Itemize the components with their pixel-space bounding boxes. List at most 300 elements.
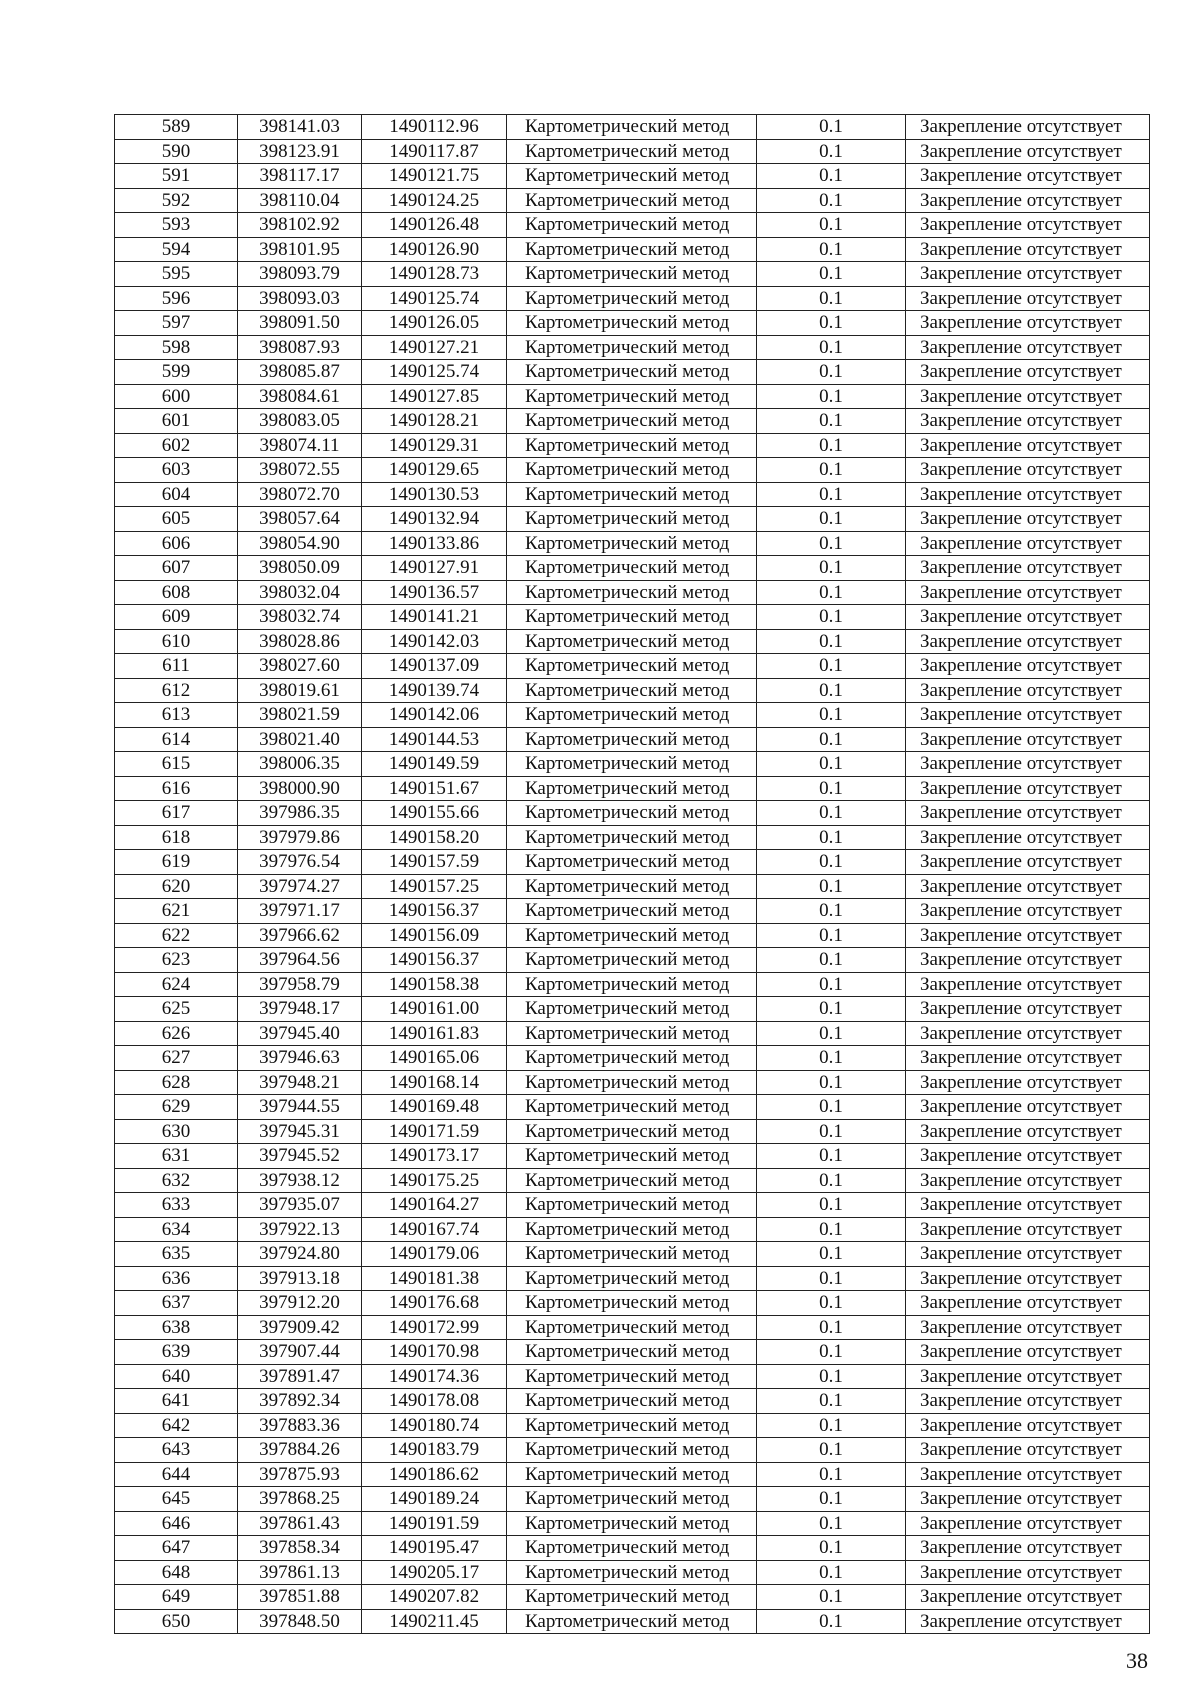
method-cell: Картометрический метод — [507, 1144, 757, 1169]
accuracy-cell: 0.1 — [757, 629, 906, 654]
x-coordinate-cell: 398087.93 — [238, 335, 362, 360]
fixing-cell: Закрепление отсутствует — [906, 678, 1150, 703]
accuracy-cell: 0.1 — [757, 825, 906, 850]
point-number-cell: 609 — [115, 605, 238, 630]
method-cell: Картометрический метод — [507, 1413, 757, 1438]
point-number-cell: 602 — [115, 433, 238, 458]
point-number-cell: 610 — [115, 629, 238, 654]
fixing-cell: Закрепление отсутствует — [906, 1095, 1150, 1120]
method-cell: Картометрический метод — [507, 605, 757, 630]
x-coordinate-cell: 397907.44 — [238, 1340, 362, 1365]
table-row — [115, 311, 1150, 336]
x-coordinate-cell: 397861.13 — [238, 1560, 362, 1585]
x-coordinate-cell: 398019.61 — [238, 678, 362, 703]
fixing-cell: Закрепление отсутствует — [906, 458, 1150, 483]
method-cell: Картометрический метод — [507, 531, 757, 556]
y-coordinate-cell: 1490112.96 — [362, 115, 507, 140]
fixing-cell: Закрепление отсутствует — [906, 776, 1150, 801]
y-coordinate-cell: 1490126.05 — [362, 311, 507, 336]
accuracy-cell: 0.1 — [757, 1070, 906, 1095]
coordinates-table — [114, 114, 1150, 1634]
method-cell: Картометрический метод — [507, 1462, 757, 1487]
accuracy-cell: 0.1 — [757, 948, 906, 973]
y-coordinate-cell: 1490156.37 — [362, 948, 507, 973]
point-number-cell: 593 — [115, 213, 238, 238]
table-row — [115, 1340, 1150, 1365]
method-cell: Картометрический метод — [507, 997, 757, 1022]
x-coordinate-cell: 397945.40 — [238, 1021, 362, 1046]
y-coordinate-cell: 1490129.65 — [362, 458, 507, 483]
accuracy-cell: 0.1 — [757, 1242, 906, 1267]
accuracy-cell: 0.1 — [757, 1511, 906, 1536]
table-row — [115, 139, 1150, 164]
fixing-cell: Закрепление отсутствует — [906, 1340, 1150, 1365]
y-coordinate-cell: 1490125.74 — [362, 286, 507, 311]
point-number-cell: 591 — [115, 164, 238, 189]
accuracy-cell: 0.1 — [757, 801, 906, 826]
method-cell: Картометрический метод — [507, 948, 757, 973]
x-coordinate-cell: 398117.17 — [238, 164, 362, 189]
point-number-cell: 634 — [115, 1217, 238, 1242]
y-coordinate-cell: 1490168.14 — [362, 1070, 507, 1095]
point-number-cell: 607 — [115, 556, 238, 581]
point-number-cell: 649 — [115, 1585, 238, 1610]
table-row — [115, 1315, 1150, 1340]
x-coordinate-cell: 397891.47 — [238, 1364, 362, 1389]
x-coordinate-cell: 397945.52 — [238, 1144, 362, 1169]
table-row — [115, 1046, 1150, 1071]
y-coordinate-cell: 1490133.86 — [362, 531, 507, 556]
method-cell: Картометрический метод — [507, 1193, 757, 1218]
accuracy-cell: 0.1 — [757, 507, 906, 532]
accuracy-cell: 0.1 — [757, 997, 906, 1022]
point-number-cell: 605 — [115, 507, 238, 532]
fixing-cell: Закрепление отсутствует — [906, 923, 1150, 948]
point-number-cell: 596 — [115, 286, 238, 311]
table-row — [115, 923, 1150, 948]
y-coordinate-cell: 1490149.59 — [362, 752, 507, 777]
accuracy-cell: 0.1 — [757, 678, 906, 703]
point-number-cell: 648 — [115, 1560, 238, 1585]
point-number-cell: 590 — [115, 139, 238, 164]
x-coordinate-cell: 397861.43 — [238, 1511, 362, 1536]
method-cell: Картометрический метод — [507, 580, 757, 605]
x-coordinate-cell: 397976.54 — [238, 850, 362, 875]
point-number-cell: 615 — [115, 752, 238, 777]
fixing-cell: Закрепление отсутствует — [906, 1560, 1150, 1585]
accuracy-cell: 0.1 — [757, 409, 906, 434]
point-number-cell: 628 — [115, 1070, 238, 1095]
accuracy-cell: 0.1 — [757, 1119, 906, 1144]
x-coordinate-cell: 397909.42 — [238, 1315, 362, 1340]
y-coordinate-cell: 1490179.06 — [362, 1242, 507, 1267]
method-cell: Картометрический метод — [507, 1609, 757, 1634]
x-coordinate-cell: 398093.79 — [238, 262, 362, 287]
fixing-cell: Закрепление отсутствует — [906, 1413, 1150, 1438]
x-coordinate-cell: 397944.55 — [238, 1095, 362, 1120]
point-number-cell: 600 — [115, 384, 238, 409]
y-coordinate-cell: 1490167.74 — [362, 1217, 507, 1242]
method-cell: Картометрический метод — [507, 1560, 757, 1585]
accuracy-cell: 0.1 — [757, 1438, 906, 1463]
y-coordinate-cell: 1490130.53 — [362, 482, 507, 507]
accuracy-cell: 0.1 — [757, 1413, 906, 1438]
table-row — [115, 1168, 1150, 1193]
y-coordinate-cell: 1490128.73 — [362, 262, 507, 287]
y-coordinate-cell: 1490127.85 — [362, 384, 507, 409]
accuracy-cell: 0.1 — [757, 458, 906, 483]
y-coordinate-cell: 1490161.00 — [362, 997, 507, 1022]
table-row — [115, 948, 1150, 973]
table-row — [115, 825, 1150, 850]
y-coordinate-cell: 1490156.37 — [362, 899, 507, 924]
method-cell: Картометрический метод — [507, 654, 757, 679]
fixing-cell: Закрепление отсутствует — [906, 727, 1150, 752]
method-cell: Картометрический метод — [507, 311, 757, 336]
y-coordinate-cell: 1490207.82 — [362, 1585, 507, 1610]
x-coordinate-cell: 397858.34 — [238, 1536, 362, 1561]
table-row — [115, 605, 1150, 630]
y-coordinate-cell: 1490186.62 — [362, 1462, 507, 1487]
accuracy-cell: 0.1 — [757, 556, 906, 581]
table-row — [115, 458, 1150, 483]
point-number-cell: 635 — [115, 1242, 238, 1267]
fixing-cell: Закрепление отсутствует — [906, 1168, 1150, 1193]
fixing-cell: Закрепление отсутствует — [906, 1070, 1150, 1095]
y-coordinate-cell: 1490129.31 — [362, 433, 507, 458]
fixing-cell: Закрепление отсутствует — [906, 311, 1150, 336]
point-number-cell: 623 — [115, 948, 238, 973]
y-coordinate-cell: 1490144.53 — [362, 727, 507, 752]
x-coordinate-cell: 397945.31 — [238, 1119, 362, 1144]
point-number-cell: 611 — [115, 654, 238, 679]
table-row — [115, 654, 1150, 679]
method-cell: Картометрический метод — [507, 752, 757, 777]
method-cell: Картометрический метод — [507, 629, 757, 654]
point-number-cell: 606 — [115, 531, 238, 556]
point-number-cell: 599 — [115, 360, 238, 385]
point-number-cell: 589 — [115, 115, 238, 140]
point-number-cell: 645 — [115, 1487, 238, 1512]
fixing-cell: Закрепление отсутствует — [906, 139, 1150, 164]
point-number-cell: 642 — [115, 1413, 238, 1438]
method-cell: Картометрический метод — [507, 384, 757, 409]
accuracy-cell: 0.1 — [757, 1609, 906, 1634]
method-cell: Картометрический метод — [507, 335, 757, 360]
method-cell: Картометрический метод — [507, 164, 757, 189]
table-row — [115, 286, 1150, 311]
x-coordinate-cell: 398057.64 — [238, 507, 362, 532]
x-coordinate-cell: 398101.95 — [238, 237, 362, 262]
x-coordinate-cell: 398006.35 — [238, 752, 362, 777]
table-row — [115, 335, 1150, 360]
table-row — [115, 850, 1150, 875]
fixing-cell: Закрепление отсутствует — [906, 1536, 1150, 1561]
x-coordinate-cell: 398072.70 — [238, 482, 362, 507]
method-cell: Картометрический метод — [507, 1291, 757, 1316]
table-row — [115, 164, 1150, 189]
fixing-cell: Закрепление отсутствует — [906, 899, 1150, 924]
point-number-cell: 595 — [115, 262, 238, 287]
method-cell: Картометрический метод — [507, 507, 757, 532]
table-row — [115, 1560, 1150, 1585]
point-number-cell: 630 — [115, 1119, 238, 1144]
fixing-cell: Закрепление отсутствует — [906, 433, 1150, 458]
accuracy-cell: 0.1 — [757, 1585, 906, 1610]
point-number-cell: 612 — [115, 678, 238, 703]
accuracy-cell: 0.1 — [757, 1315, 906, 1340]
accuracy-cell: 0.1 — [757, 1193, 906, 1218]
y-coordinate-cell: 1490169.48 — [362, 1095, 507, 1120]
fixing-cell: Закрепление отсутствует — [906, 654, 1150, 679]
accuracy-cell: 0.1 — [757, 972, 906, 997]
table-row — [115, 531, 1150, 556]
point-number-cell: 621 — [115, 899, 238, 924]
fixing-cell: Закрепление отсутствует — [906, 164, 1150, 189]
x-coordinate-cell: 397912.20 — [238, 1291, 362, 1316]
y-coordinate-cell: 1490137.09 — [362, 654, 507, 679]
table-row — [115, 1095, 1150, 1120]
fixing-cell: Закрепление отсутствует — [906, 1315, 1150, 1340]
point-number-cell: 613 — [115, 703, 238, 728]
method-cell: Картометрический метод — [507, 1021, 757, 1046]
accuracy-cell: 0.1 — [757, 752, 906, 777]
accuracy-cell: 0.1 — [757, 262, 906, 287]
table-row — [115, 629, 1150, 654]
table-row — [115, 482, 1150, 507]
method-cell: Картометрический метод — [507, 801, 757, 826]
table-row — [115, 801, 1150, 826]
point-number-cell: 632 — [115, 1168, 238, 1193]
x-coordinate-cell: 397966.62 — [238, 923, 362, 948]
table-row — [115, 507, 1150, 532]
fixing-cell: Закрепление отсутствует — [906, 580, 1150, 605]
x-coordinate-cell: 397986.35 — [238, 801, 362, 826]
method-cell: Картометрический метод — [507, 188, 757, 213]
accuracy-cell: 0.1 — [757, 237, 906, 262]
table-row — [115, 1536, 1150, 1561]
x-coordinate-cell: 397883.36 — [238, 1413, 362, 1438]
x-coordinate-cell: 397948.21 — [238, 1070, 362, 1095]
point-number-cell: 597 — [115, 311, 238, 336]
y-coordinate-cell: 1490141.21 — [362, 605, 507, 630]
fixing-cell: Закрепление отсутствует — [906, 1046, 1150, 1071]
method-cell: Картометрический метод — [507, 1536, 757, 1561]
y-coordinate-cell: 1490175.25 — [362, 1168, 507, 1193]
accuracy-cell: 0.1 — [757, 1168, 906, 1193]
table-row — [115, 727, 1150, 752]
x-coordinate-cell: 398141.03 — [238, 115, 362, 140]
fixing-cell: Закрепление отсутствует — [906, 629, 1150, 654]
x-coordinate-cell: 398028.86 — [238, 629, 362, 654]
point-number-cell: 641 — [115, 1389, 238, 1414]
x-coordinate-cell: 398083.05 — [238, 409, 362, 434]
y-coordinate-cell: 1490155.66 — [362, 801, 507, 826]
fixing-cell: Закрепление отсутствует — [906, 531, 1150, 556]
x-coordinate-cell: 398093.03 — [238, 286, 362, 311]
x-coordinate-cell: 398072.55 — [238, 458, 362, 483]
x-coordinate-cell: 398021.59 — [238, 703, 362, 728]
x-coordinate-cell: 398032.04 — [238, 580, 362, 605]
coordinates-table-body — [115, 115, 1150, 1634]
fixing-cell: Закрепление отсутствует — [906, 1487, 1150, 1512]
point-number-cell: 638 — [115, 1315, 238, 1340]
y-coordinate-cell: 1490195.47 — [362, 1536, 507, 1561]
y-coordinate-cell: 1490132.94 — [362, 507, 507, 532]
method-cell: Картометрический метод — [507, 360, 757, 385]
point-number-cell: 633 — [115, 1193, 238, 1218]
y-coordinate-cell: 1490211.45 — [362, 1609, 507, 1634]
table-row — [115, 1511, 1150, 1536]
accuracy-cell: 0.1 — [757, 923, 906, 948]
point-number-cell: 617 — [115, 801, 238, 826]
y-coordinate-cell: 1490121.75 — [362, 164, 507, 189]
accuracy-cell: 0.1 — [757, 1340, 906, 1365]
x-coordinate-cell: 397924.80 — [238, 1242, 362, 1267]
fixing-cell: Закрепление отсутствует — [906, 1291, 1150, 1316]
y-coordinate-cell: 1490157.25 — [362, 874, 507, 899]
x-coordinate-cell: 397971.17 — [238, 899, 362, 924]
y-coordinate-cell: 1490136.57 — [362, 580, 507, 605]
fixing-cell: Закрепление отсутствует — [906, 1021, 1150, 1046]
table-row — [115, 237, 1150, 262]
table-row — [115, 213, 1150, 238]
accuracy-cell: 0.1 — [757, 139, 906, 164]
method-cell: Картометрический метод — [507, 874, 757, 899]
fixing-cell: Закрепление отсутствует — [906, 360, 1150, 385]
method-cell: Картометрический метод — [507, 1487, 757, 1512]
y-coordinate-cell: 1490126.90 — [362, 237, 507, 262]
point-number-cell: 643 — [115, 1438, 238, 1463]
method-cell: Картометрический метод — [507, 139, 757, 164]
y-coordinate-cell: 1490181.38 — [362, 1266, 507, 1291]
accuracy-cell: 0.1 — [757, 776, 906, 801]
method-cell: Картометрический метод — [507, 678, 757, 703]
y-coordinate-cell: 1490171.59 — [362, 1119, 507, 1144]
table-row — [115, 997, 1150, 1022]
fixing-cell: Закрепление отсутствует — [906, 874, 1150, 899]
method-cell: Картометрический метод — [507, 556, 757, 581]
accuracy-cell: 0.1 — [757, 1364, 906, 1389]
x-coordinate-cell: 397851.88 — [238, 1585, 362, 1610]
accuracy-cell: 0.1 — [757, 1291, 906, 1316]
y-coordinate-cell: 1490158.38 — [362, 972, 507, 997]
y-coordinate-cell: 1490205.17 — [362, 1560, 507, 1585]
y-coordinate-cell: 1490127.21 — [362, 335, 507, 360]
method-cell: Картометрический метод — [507, 458, 757, 483]
table-row — [115, 1242, 1150, 1267]
table-row — [115, 1413, 1150, 1438]
table-row — [115, 1291, 1150, 1316]
fixing-cell: Закрепление отсутствует — [906, 801, 1150, 826]
accuracy-cell: 0.1 — [757, 727, 906, 752]
method-cell: Картометрический метод — [507, 1364, 757, 1389]
y-coordinate-cell: 1490165.06 — [362, 1046, 507, 1071]
point-number-cell: 620 — [115, 874, 238, 899]
fixing-cell: Закрепление отсутствует — [906, 825, 1150, 850]
method-cell: Картометрический метод — [507, 1242, 757, 1267]
table-row — [115, 409, 1150, 434]
method-cell: Картометрический метод — [507, 703, 757, 728]
fixing-cell: Закрепление отсутствует — [906, 556, 1150, 581]
fixing-cell: Закрепление отсутствует — [906, 850, 1150, 875]
method-cell: Картометрический метод — [507, 1095, 757, 1120]
accuracy-cell: 0.1 — [757, 899, 906, 924]
fixing-cell: Закрепление отсутствует — [906, 262, 1150, 287]
accuracy-cell: 0.1 — [757, 531, 906, 556]
table-row — [115, 899, 1150, 924]
table-row — [115, 678, 1150, 703]
accuracy-cell: 0.1 — [757, 311, 906, 336]
method-cell: Картометрический метод — [507, 1511, 757, 1536]
fixing-cell: Закрепление отсутствует — [906, 1364, 1150, 1389]
fixing-cell: Закрепление отсутствует — [906, 1462, 1150, 1487]
method-cell: Картометрический метод — [507, 1340, 757, 1365]
fixing-cell: Закрепление отсутствует — [906, 1511, 1150, 1536]
point-number-cell: 594 — [115, 237, 238, 262]
accuracy-cell: 0.1 — [757, 213, 906, 238]
accuracy-cell: 0.1 — [757, 850, 906, 875]
y-coordinate-cell: 1490180.74 — [362, 1413, 507, 1438]
fixing-cell: Закрепление отсутствует — [906, 605, 1150, 630]
table-row — [115, 972, 1150, 997]
x-coordinate-cell: 398021.40 — [238, 727, 362, 752]
y-coordinate-cell: 1490191.59 — [362, 1511, 507, 1536]
x-coordinate-cell: 397892.34 — [238, 1389, 362, 1414]
y-coordinate-cell: 1490117.87 — [362, 139, 507, 164]
point-number-cell: 614 — [115, 727, 238, 752]
fixing-cell: Закрепление отсутствует — [906, 1266, 1150, 1291]
method-cell: Картометрический метод — [507, 825, 757, 850]
fixing-cell: Закрепление отсутствует — [906, 1193, 1150, 1218]
table-row — [115, 1144, 1150, 1169]
accuracy-cell: 0.1 — [757, 580, 906, 605]
fixing-cell: Закрепление отсутствует — [906, 703, 1150, 728]
y-coordinate-cell: 1490170.98 — [362, 1340, 507, 1365]
method-cell: Картометрический метод — [507, 1217, 757, 1242]
fixing-cell: Закрепление отсутствует — [906, 507, 1150, 532]
point-number-cell: 636 — [115, 1266, 238, 1291]
method-cell: Картометрический метод — [507, 237, 757, 262]
point-number-cell: 626 — [115, 1021, 238, 1046]
accuracy-cell: 0.1 — [757, 1560, 906, 1585]
x-coordinate-cell: 398000.90 — [238, 776, 362, 801]
x-coordinate-cell: 398110.04 — [238, 188, 362, 213]
table-row — [115, 1389, 1150, 1414]
x-coordinate-cell: 398123.91 — [238, 139, 362, 164]
table-row — [115, 1438, 1150, 1463]
y-coordinate-cell: 1490176.68 — [362, 1291, 507, 1316]
x-coordinate-cell: 397922.13 — [238, 1217, 362, 1242]
method-cell: Картометрический метод — [507, 482, 757, 507]
accuracy-cell: 0.1 — [757, 1217, 906, 1242]
method-cell: Картометрический метод — [507, 727, 757, 752]
table-row — [115, 384, 1150, 409]
method-cell: Картометрический метод — [507, 286, 757, 311]
x-coordinate-cell: 398085.87 — [238, 360, 362, 385]
fixing-cell: Закрепление отсутствует — [906, 335, 1150, 360]
y-coordinate-cell: 1490156.09 — [362, 923, 507, 948]
accuracy-cell: 0.1 — [757, 1462, 906, 1487]
method-cell: Картометрический метод — [507, 115, 757, 140]
table-row — [115, 1021, 1150, 1046]
table-row — [115, 752, 1150, 777]
x-coordinate-cell: 398102.92 — [238, 213, 362, 238]
fixing-cell: Закрепление отсутствует — [906, 1609, 1150, 1634]
point-number-cell: 598 — [115, 335, 238, 360]
fixing-cell: Закрепление отсутствует — [906, 237, 1150, 262]
x-coordinate-cell: 397958.79 — [238, 972, 362, 997]
